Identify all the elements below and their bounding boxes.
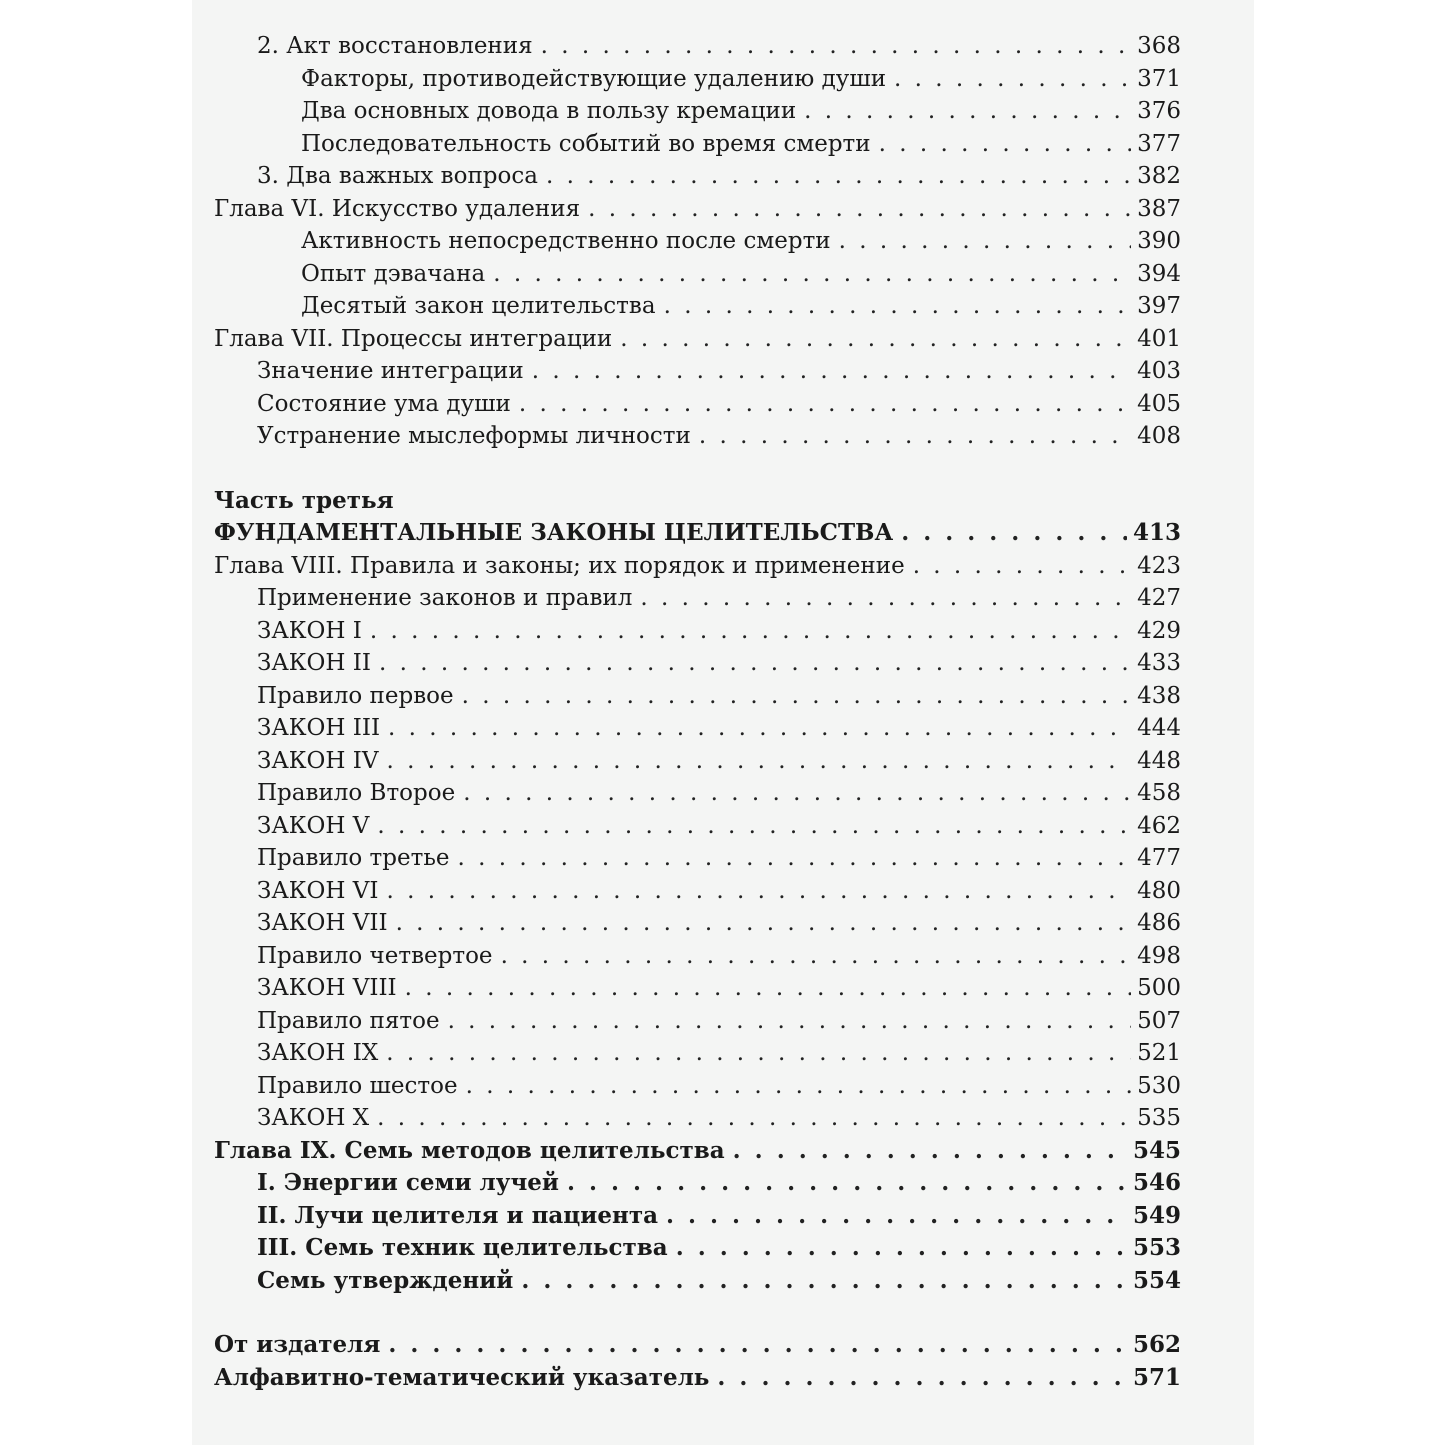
- toc-entry-page-number: 397: [1137, 293, 1181, 319]
- toc-entry-page-number: 507: [1137, 1007, 1181, 1034]
- toc-entry-page-number: 429: [1137, 617, 1181, 644]
- dot-leader: [717, 1362, 1127, 1395]
- toc-entry-page-number: 546: [1132, 1169, 1181, 1196]
- dot-leader: [839, 225, 1131, 258]
- toc-entry-title: ЗАКОН VII: [257, 910, 388, 936]
- toc-entry-page-number: 390: [1137, 228, 1181, 254]
- toc-entry-page-number: 462: [1137, 812, 1181, 839]
- dot-leader: [519, 388, 1131, 421]
- dot-leader: [462, 680, 1131, 713]
- toc-entry: [214, 388, 1181, 421]
- dot-leader: [588, 193, 1131, 226]
- dot-leader: [913, 550, 1131, 583]
- toc-entry-title: ЗАКОН IX: [257, 1040, 379, 1066]
- toc-entry-page-number: 371: [1137, 65, 1181, 92]
- dot-leader: [666, 1200, 1127, 1233]
- book-page: [192, 0, 1254, 1445]
- toc-entry-title: II. Лучи целителя и пациента: [257, 1201, 658, 1229]
- toc-entry: [214, 615, 1181, 648]
- toc-entry: [214, 842, 1181, 875]
- toc-entry-title: Алфавитно-тематический указатель: [214, 1363, 710, 1391]
- toc-entry: [214, 128, 1181, 161]
- toc-entry-title: Глава VIII. Правила и законы; их порядок и применение: [214, 552, 905, 579]
- dot-leader: [546, 160, 1131, 193]
- toc-entry: [214, 777, 1181, 810]
- toc-entry-page-number: 545: [1132, 1136, 1181, 1164]
- section-gap: [214, 1297, 1181, 1329]
- toc-entry: [214, 1329, 1181, 1362]
- dot-leader: [699, 420, 1131, 453]
- dot-leader: [901, 517, 1127, 550]
- toc-entry: [214, 940, 1181, 973]
- dot-leader: [733, 1135, 1127, 1168]
- toc-entry-title: Глава VI. Искусство удаления: [214, 195, 581, 222]
- toc-entry: [214, 1200, 1181, 1233]
- toc-entry-page-number: 554: [1132, 1266, 1181, 1294]
- toc-entry-page-number: 401: [1137, 325, 1181, 352]
- toc-entry: [214, 647, 1181, 680]
- toc-entry: [214, 745, 1181, 778]
- toc-entry-page-number: 444: [1137, 715, 1181, 741]
- toc-entry-page-number: 553: [1132, 1234, 1181, 1261]
- dot-leader: [804, 95, 1131, 128]
- dot-leader: [567, 1167, 1127, 1200]
- toc-entry-page-number: 433: [1137, 650, 1181, 676]
- toc-entry-title: III. Семь техник целительства: [257, 1234, 668, 1261]
- toc-entry: [214, 225, 1181, 258]
- toc-entry: [214, 1135, 1181, 1168]
- toc-entry-page-number: 477: [1137, 845, 1181, 871]
- toc-entry-page-number: 427: [1137, 585, 1181, 611]
- dot-leader: [640, 582, 1131, 615]
- part-label: Часть третья: [214, 486, 394, 514]
- toc-entry-title: Правило третье: [257, 845, 450, 871]
- toc-entry: [214, 1167, 1181, 1200]
- toc-entry-page-number: 394: [1137, 260, 1181, 287]
- toc-entry-page-number: 387: [1137, 195, 1181, 222]
- dot-leader: [386, 875, 1131, 908]
- toc-entry-title: ФУНДАМЕНТАЛЬНЫЕ ЗАКОНЫ ЦЕЛИТЕЛЬСТВА: [214, 519, 894, 546]
- toc-entry: [214, 582, 1181, 615]
- toc-entry-page-number: 486: [1137, 910, 1181, 936]
- toc-entry-title: Правило четвертое: [257, 942, 493, 969]
- toc-entry-page-number: 498: [1137, 942, 1181, 969]
- section-gap: [214, 453, 1181, 485]
- toc-entry: [214, 712, 1181, 745]
- dot-leader: [386, 745, 1131, 778]
- toc-entry: [214, 972, 1181, 1005]
- toc-entry-title: I. Энергии семи лучей: [257, 1169, 559, 1196]
- dot-leader: [501, 940, 1132, 973]
- toc-section-part3: [214, 517, 1181, 1297]
- toc-entry-page-number: 458: [1137, 780, 1181, 806]
- dot-leader: [521, 1265, 1127, 1298]
- toc-entry-page-number: 571: [1132, 1363, 1181, 1391]
- toc-entry: [214, 1102, 1181, 1135]
- toc-entry-title: От издателя: [214, 1331, 381, 1358]
- toc-entry: [214, 810, 1181, 843]
- dot-leader: [664, 290, 1132, 323]
- toc-entry-title: Правило первое: [257, 682, 454, 709]
- toc-entry-title: ЗАКОН V: [257, 812, 370, 839]
- toc-entry-page-number: 423: [1137, 552, 1181, 579]
- toc-entry-page-number: 403: [1137, 358, 1181, 384]
- toc-entry-title: Правило пятое: [257, 1007, 440, 1034]
- dot-leader: [386, 1037, 1131, 1070]
- dot-leader: [405, 972, 1131, 1005]
- toc-entry-page-number: 521: [1137, 1040, 1181, 1066]
- toc-entry-title: 3. Два важных вопроса: [257, 163, 538, 189]
- toc-entry-page-number: 405: [1137, 390, 1181, 417]
- toc-entry-page-number: 408: [1137, 423, 1181, 449]
- dot-leader: [396, 907, 1132, 940]
- toc-entry: [214, 30, 1181, 63]
- toc-entry-title: Применение законов и правил: [257, 585, 633, 611]
- dot-leader: [879, 128, 1131, 161]
- toc-entry-page-number: 530: [1137, 1072, 1181, 1099]
- dot-leader: [377, 1102, 1131, 1135]
- dot-leader: [676, 1232, 1127, 1265]
- dot-leader: [532, 355, 1131, 388]
- dot-leader: [377, 810, 1131, 843]
- toc-entry-page-number: 448: [1137, 747, 1181, 774]
- toc-entry-title: Глава VII. Процессы интеграции: [214, 325, 613, 352]
- toc-entry: [214, 323, 1181, 356]
- toc-entry-page-number: 549: [1132, 1201, 1181, 1229]
- toc-entry: [214, 355, 1181, 388]
- toc-entry: [214, 1265, 1181, 1298]
- toc-entry-title: ЗАКОН VIII: [257, 975, 397, 1001]
- toc-entry-title: ЗАКОН X: [257, 1105, 370, 1131]
- dot-leader: [493, 258, 1131, 291]
- dot-leader: [620, 323, 1131, 356]
- toc-entry: [214, 95, 1181, 128]
- toc-entry-title: ЗАКОН IV: [257, 747, 379, 774]
- toc-entry: [214, 63, 1181, 96]
- toc-entry-title: Факторы, противодействующие удалению души: [301, 65, 887, 92]
- toc-entry-title: Семь утверждений: [257, 1266, 514, 1294]
- toc-entry: [214, 290, 1181, 323]
- toc-entry: [214, 258, 1181, 291]
- dot-leader: [388, 712, 1131, 745]
- toc-entry-title: ЗАКОН VI: [257, 877, 379, 904]
- dot-leader: [370, 615, 1131, 648]
- toc-entry: [214, 1037, 1181, 1070]
- toc-entry: [214, 1232, 1181, 1265]
- toc-entry-title: Значение интеграции: [257, 358, 524, 384]
- toc-entry: [214, 1070, 1181, 1103]
- toc-entry: [214, 875, 1181, 908]
- toc-entry: [214, 517, 1181, 550]
- toc-entry-title: Опыт дэвачана: [301, 260, 486, 287]
- toc-entry-page-number: 480: [1137, 877, 1181, 904]
- dot-leader: [541, 30, 1131, 63]
- toc-entry-title: Устранение мыслеформы личности: [257, 423, 691, 449]
- toc-entry-title: Активность непосредственно после смерти: [301, 228, 831, 254]
- toc-entry: [214, 550, 1181, 583]
- toc-entry-title: Состояние ума души: [257, 390, 511, 417]
- dot-leader: [466, 1070, 1131, 1103]
- toc-entry-title: Правило Второе: [257, 780, 456, 806]
- toc-entry-title: Десятый закон целительства: [301, 293, 656, 319]
- dot-leader: [448, 1005, 1132, 1038]
- toc-entry-title: ЗАКОН II: [257, 650, 371, 676]
- dot-leader: [379, 647, 1131, 680]
- toc-section-top: [214, 30, 1181, 453]
- toc-entry-page-number: 413: [1132, 519, 1181, 546]
- toc-entry-title: ЗАКОН I: [257, 617, 362, 644]
- toc-entry-page-number: 535: [1137, 1105, 1181, 1131]
- dot-leader: [463, 777, 1131, 810]
- toc-entry: [214, 907, 1181, 940]
- dot-leader: [457, 842, 1131, 875]
- toc-entry-page-number: 377: [1137, 130, 1181, 157]
- toc-entry: [214, 680, 1181, 713]
- toc-entry-title: Два основных довода в пользу кремации: [301, 98, 797, 124]
- toc-entry-page-number: 562: [1132, 1331, 1181, 1358]
- toc-entry: [214, 193, 1181, 226]
- dot-leader: [388, 1329, 1127, 1362]
- table-of-contents: [214, 30, 1181, 1394]
- dot-leader: [894, 63, 1131, 96]
- toc-entry-title: Глава IX. Семь методов целительства: [214, 1136, 725, 1164]
- toc-entry-page-number: 500: [1137, 975, 1181, 1001]
- toc-entry: [214, 160, 1181, 193]
- toc-entry: [214, 1362, 1181, 1395]
- toc-entry-page-number: 368: [1137, 33, 1181, 59]
- toc-entry: [214, 420, 1181, 453]
- toc-entry: [214, 1005, 1181, 1038]
- toc-section-end: [214, 1329, 1181, 1394]
- toc-entry-title: 2. Акт восстановления: [257, 33, 533, 59]
- toc-entry-page-number: 376: [1137, 98, 1181, 124]
- toc-entry-title: ЗАКОН III: [257, 715, 381, 741]
- toc-entry-page-number: 438: [1137, 682, 1181, 709]
- toc-entry-title: Последовательность событий во время смерти: [301, 130, 871, 157]
- toc-entry-page-number: 382: [1137, 163, 1181, 189]
- toc-entry-title: Правило шестое: [257, 1072, 458, 1099]
